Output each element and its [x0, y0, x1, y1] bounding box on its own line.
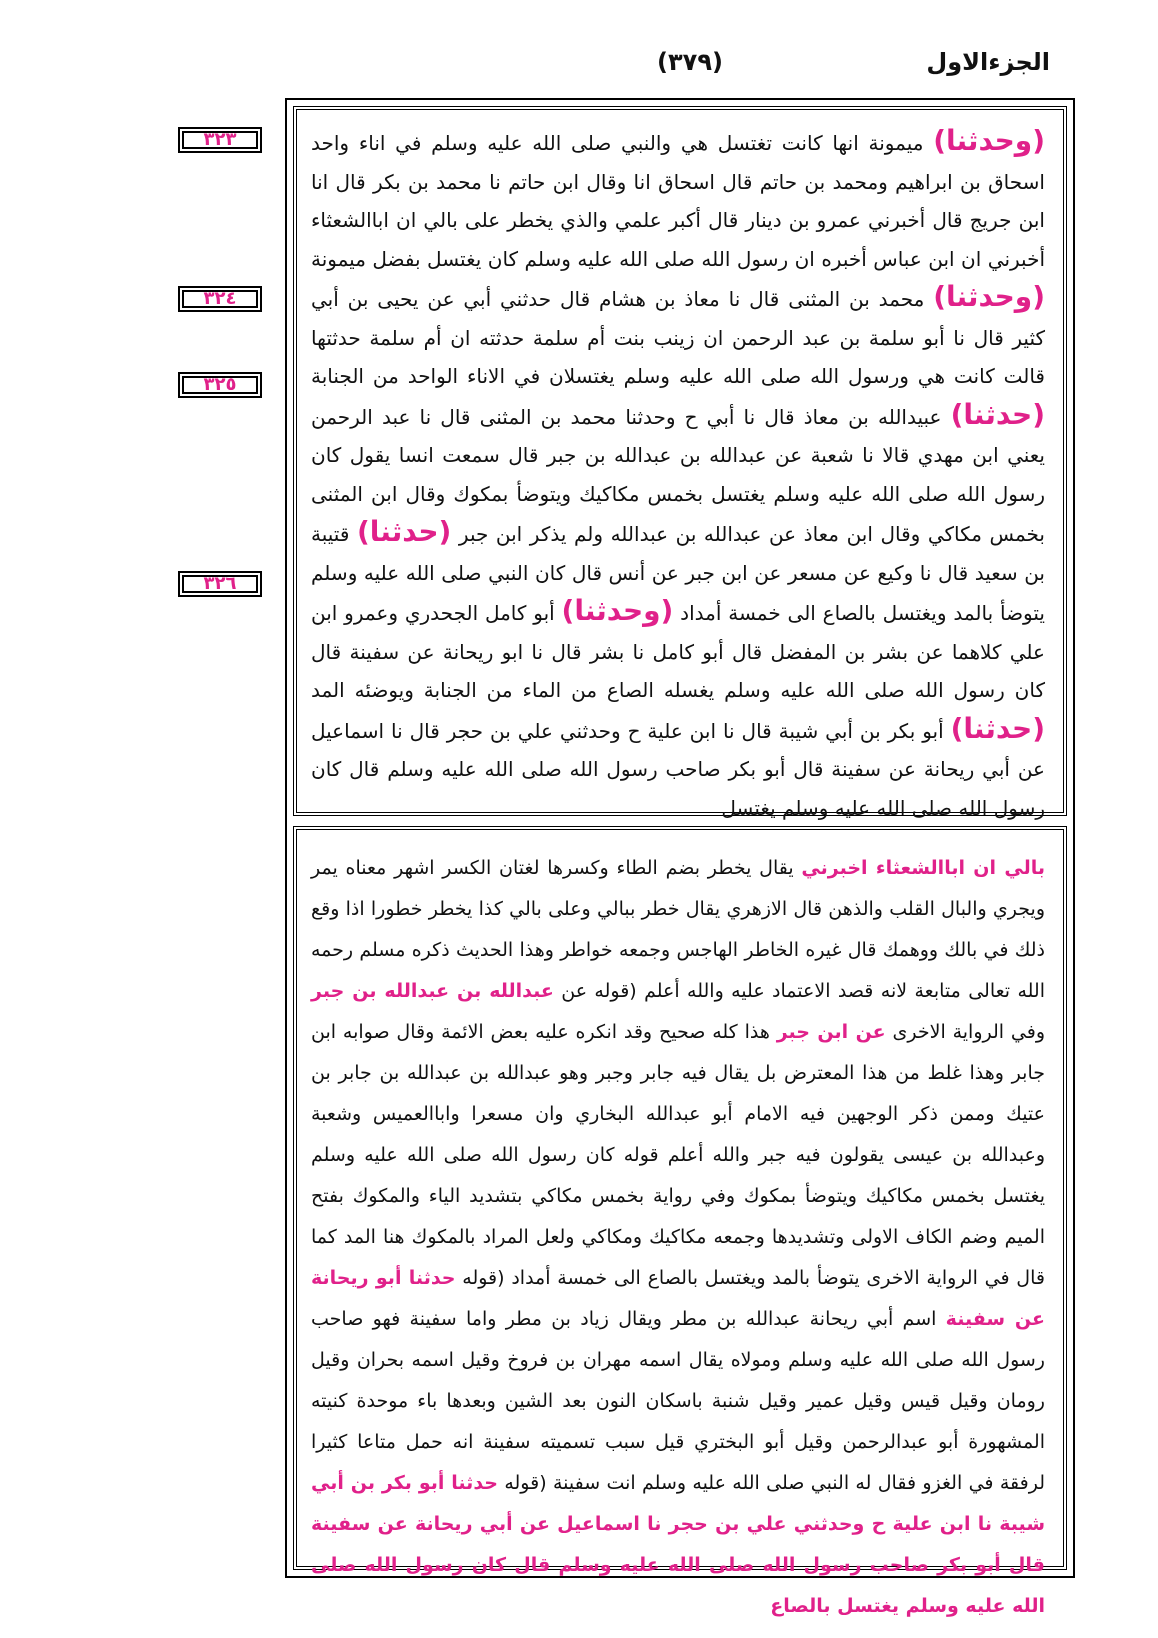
- quoted-lemma: عبدالله بن عبدالله بن جبر: [311, 980, 554, 1002]
- commentary-panel: [293, 826, 1067, 1617]
- page-frame: [285, 98, 1075, 1617]
- quoted-lemma: حدثنا أبو ريحانة عن سفينة: [311, 1267, 1045, 1330]
- text-run: أبو كامل الجحدري وعمرو ابن علي كلاهما عن بشر بن المفضل قال أبو كامل نا بشر قال نا ابو ريحانة عن سفينة قال كان رسول الله صلى الله عليه وسلم يغسله الصاع من الماء من الجنابة ويوضئه المد: [311, 601, 1045, 702]
- hadith-heading: (وحدثنا): [561, 594, 674, 627]
- page-header: [290, 48, 1090, 88]
- main-text: [297, 110, 1063, 827]
- text-run: محمد بن المثنى قال نا معاذ بن هشام قال حدثني أبي عن يحيى بن أبي كثير قال نا أبو سلمة بن عبد الرحمن ان زينب بنت أم سلمة حدثته ان أم سلمة حدثتها قالت كانت هي ورسول الله صلى الله عليه وسلم يغتسلان في الاناء الواحد من الجنابة: [311, 287, 1045, 388]
- hadith-heading: (حدثنا): [950, 397, 1045, 431]
- text-run: قتيبة بن سعيد قال نا وكيع عن مسعر عن ابن جبر عن أنس قال كان النبي صلى الله عليه وسلم يتوضأ بالمد ويغتسل بالصاع الى خمسة أمداد: [311, 522, 1045, 625]
- page-number: (٣٧٩): [657, 48, 723, 76]
- hadith-number-323: ٣٢٣: [178, 127, 262, 153]
- text-run: هذا كله صحيح وقد انكره عليه بعض الائمة وقال صوابه ابن جابر وهذا غلط من هذا المعترض بل يقال فيه جابر وجبر وهو عبدالله بن عبدالله بن جابر بن عتيك وممن ذكر الوجهين فيه الامام أبو عبدالله البخاري وان مسعرا واباالعميس وشعبة وعبدالله بن عيسى يقولون فيه جبر والله أعلم قوله كان رسول الله صلى الله عليه وسلم يغتسل بخمس مكاكيك ويتوضأ بمكوك وفي رواية بخمس مكاكي بتشديد الياء والمكوك بفتح الميم وضم الكاف الاولى وتشديدها وجمعه مكاكيك ومكاكي ولعل المراد بالمكوك هنا المد كما قال في الرواية الاخرى يتوضأ بالمد ويغتسل بالصاع الى خمسة أمداد (قوله: [311, 1021, 1045, 1289]
- hadith-heading: (وحدثنا): [933, 124, 1045, 157]
- text-run: ميمونة انها كانت تغتسل هي والنبي صلى الله عليه وسلم في اناء واحد اسحاق بن ابراهيم ومحمد بن حاتم قال اسحاق انا وقال ابن حاتم نا محمد بن بكر قال انا ابن جريج قال أخبرني عمرو بن دينار قال أكبر علمي والذي يخطر على بالي ان اباالشعثاء أخبرني ان ابن عباس أخبره ان رسول الله صلى الله عليه وسلم كان يغتسل بفضل ميمونة: [311, 131, 1045, 271]
- hadith-number-324: ٣٢٤: [178, 286, 262, 312]
- volume-title: الجزءالاول: [926, 48, 1050, 76]
- commentary-text: [297, 830, 1063, 1627]
- text-run: اسم أبي ريحانة عبدالله بن مطر ويقال زياد بن مطر واما سفينة فهو صاحب رسول الله صلى الله عليه وسلم ومولاه يقال اسمه مهران بن فروخ وقيل اسمه بحران وقيل رومان وقيل قيس وقيل عمير وقيل شنبة باسكان النون بعد الشين وبعدها باء موحدة كنيته المشهورة أبو عبدالرحمن وقيل أبو البختري قيل سبب تسميته سفينة انه حمل متاعا كثيرا لرفقة في الغزو فقال له النبي صلى الله عليه وسلم انت سفينة (قوله: [311, 1308, 1045, 1494]
- hadith-heading: (حدثنا): [950, 711, 1045, 745]
- text-run: يقال يخطر بضم الطاء وكسرها لغتان الكسر اشهر معناه يمر ويجري والبال القلب والذهن قال الازهري يقال خطر ببالي وعلى بالي كذا يخطر خطورا اذا وقع ذلك في بالك ووهمك قال غيره الخاطر الهاجس وجمعه خواطر وهذا الحديث ذكره مسلم رحمه الله تعالى متابعة لانه قصد الاعتماد عليه والله أعلم (قوله عن: [311, 857, 1045, 1002]
- main-text-panel: [293, 106, 1067, 820]
- hadith-heading: (حدثنا): [356, 515, 452, 548]
- quoted-lemma: بالي ان اباالشعثاء اخبرني: [801, 857, 1045, 879]
- quoted-lemma: حدثنا أبو بكر بن أبي شيبة نا ابن علية ح وحدثني علي بن حجر نا اسماعيل عن أبي ريحانة عن سفينة قال أبو بكر صاحب رسول الله صلى الله عليه وسلم قال كان رسول الله صلى الله عليه وسلم يغتسل بالصاع: [311, 1472, 1045, 1617]
- hadith-number-325: ٣٢٥: [178, 372, 262, 398]
- text-run: عبيدالله بن معاذ قال نا أبي ح وحدثنا محمد بن المثنى قال نا عبد الرحمن يعني ابن مهدي قالا نا شعبة عن عبدالله بن عبدالله بن جبر قال سمعت انسا يقول كان رسول الله صلى الله عليه وسلم يغتسل بخمس مكاكيك ويتوضأ بمكوك وقال ابن المثنى بخمس مكاكي وقال ابن معاذ عن عبدالله بن عبدالله ولم يذكر ابن جبر: [311, 404, 1045, 546]
- hadith-heading: (وحدثنا): [933, 280, 1045, 313]
- quoted-lemma: عن ابن جبر: [776, 1021, 886, 1043]
- text-run: أبو بكر بن أبي شيبة قال نا ابن علية ح وحدثني علي بن حجر قال نا اسماعيل عن أبي ريحانة عن سفينة قال أبو بكر صاحب رسول الله صلى الله عليه وسلم قال كان رسول الله صلى الله عليه وسلم يغتسل: [311, 718, 1045, 820]
- text-run: وفي الرواية الاخرى: [885, 1021, 1045, 1043]
- hadith-number-326: ٣٢٦: [178, 571, 262, 597]
